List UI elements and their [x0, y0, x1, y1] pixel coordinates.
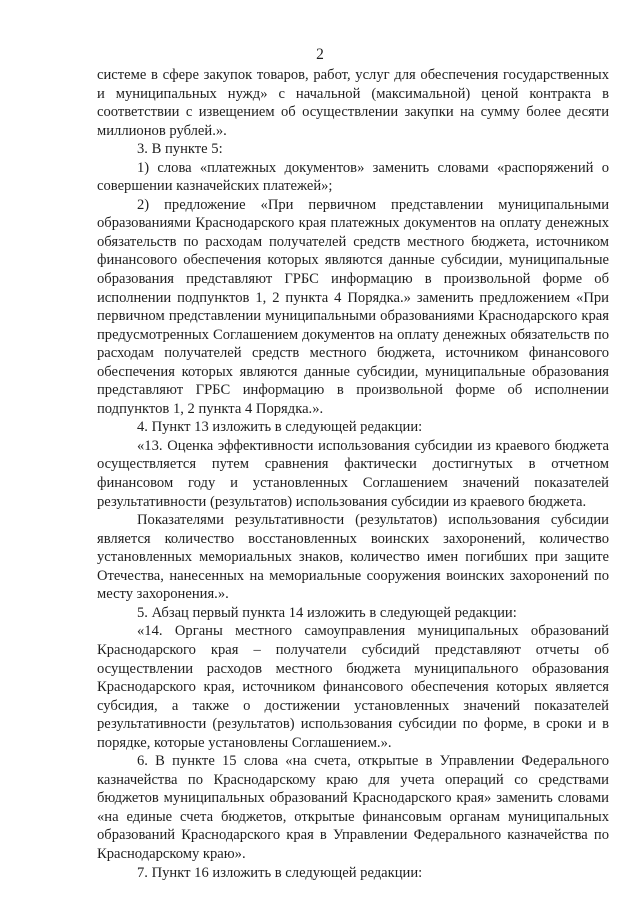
paragraph-subitem-1: 1) слова «платежных документов» заменить словами «распоряжений о совершении казначейских платежей»;	[97, 159, 609, 195]
paragraph-subitem-2: 2) предложение «При первичном представлении муниципальными образованиями Краснодарского края платежных документов на оплату денежных обязательств по расходам получателей средств местного бюджета, источником финансового обеспечения которых являются данные субсидии, муниципальные образования представляют ГРБС информацию в произвольной форме об исполнении подпунктов 1, 2 пункта 4 Порядка.» заменить предложением «При первичном представлении муниципальными образованиями Краснодарского края предусмотренных Соглашением документов на оплату денежных обязательств по расходам получателей средств местного бюджета, источником финансового обеспечения которых являются данные субсидии, муниципальные образования представляют ГРБС информацию в произвольной форме об исполнении подпунктов 1, 2 пункта 4 Порядка.».	[97, 196, 609, 417]
paragraph-indicators: Показателями результативности (результатов) использования субсидии является количество восстановленных воинских захоронений, количество установленных мемориальных знаков, количество имен погибших при защите Отечества, нанесенных на мемориальные сооружения воинских захоронений по месту захоронения.».	[97, 512, 609, 603]
page-number: 2	[316, 46, 324, 63]
paragraph-item-4: 4. Пункт 13 изложить в следующей редакции:	[137, 419, 423, 436]
paragraph-item-7: 7. Пункт 16 изложить в следующей редакции:	[137, 864, 423, 881]
paragraph-clause-13: «13. Оценка эффективности использования субсидии из краевого бюджета осуществляется путем сравнения фактически достигнутых в отчетном финансовом году и установленных Соглашением значений показателей результативности (результатов) использования субсидии из краевого бюджета.	[97, 437, 609, 510]
paragraph-item-3: 3. В пункте 5:	[137, 141, 223, 158]
paragraph-item-6: 6. В пункте 15 слова «на счета, открытые в Управлении Федерального казначейства по Краснодарскому краю для учета операций со средствами бюджетов муниципальных образований Краснодарского края» заменить словами «на единые счета бюджетов, открытые финансовым органам муниципальных образований Краснодарского края в Управлении Федерального казначейства по Краснодарскому краю».	[97, 753, 609, 862]
paragraph-clause-14: «14. Органы местного самоуправления муниципальных образований Краснодарского края – получатели субсидий представляют отчеты об осуществлении расходов местного бюджета муниципального образования Краснодарского края, источником финансового обеспечения которых является субсидия, а также о достижении установленных значений показателей результативности (результатов) использования субсидии по форме, в сроки и в порядке, которые установлены Соглашением.».	[97, 623, 609, 751]
document-body	[97, 66, 609, 882]
paragraph-item-5: 5. Абзац первый пункта 14 изложить в следующей редакции:	[137, 604, 517, 621]
paragraph-continuation: системе в сфере закупок товаров, работ, услуг для обеспечения государственных и муниципальных нужд» с начальной (максимальной) ценой контракта в соответствии с извещением об осуществлении закупки на сумму более десяти миллионов рублей.».	[97, 67, 609, 139]
